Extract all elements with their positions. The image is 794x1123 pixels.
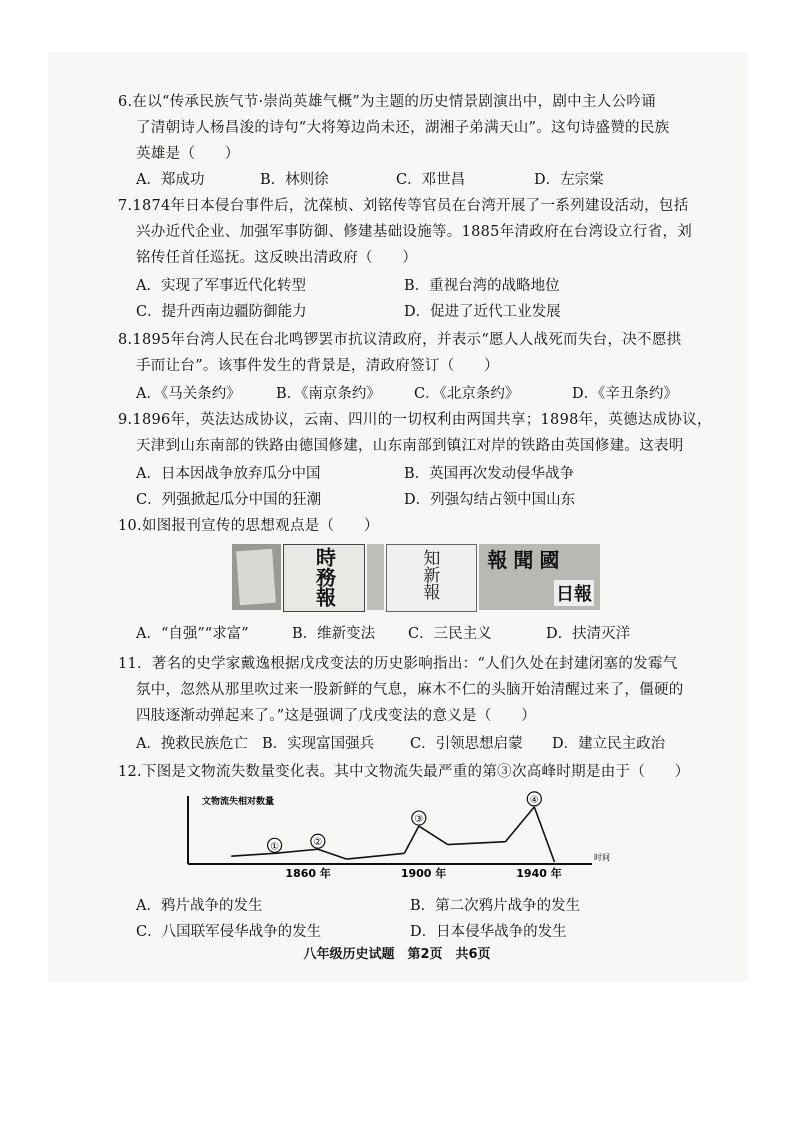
- photo-text-zhixinbao: 知新報: [419, 549, 440, 600]
- q10-option-c[interactable]: C．三民主义: [408, 626, 492, 642]
- q9-option-b[interactable]: B．英国再次发动侵华战争: [404, 466, 575, 482]
- q6-option-a[interactable]: A．郑成功: [136, 172, 205, 188]
- q10-line1: 10.如图报刊宣传的思想观点是（ ）: [118, 518, 379, 534]
- q10-option-a[interactable]: A．“自强”“求富”: [136, 626, 249, 642]
- q11-line3: 四肢逐渐动弹起来了。”这是强调了戊戌变法的意义是（ ）: [136, 708, 537, 724]
- q7-line1: 7.1874年日本侵台事件后，沈葆桢、刘铭传等官员在台湾开展了一系列建设活动，包括: [118, 198, 689, 214]
- newspaper-photo-guowenbao: [479, 544, 600, 610]
- q7-line3: 铭传任首任巡抚。这反映出清政府（ ）: [136, 250, 418, 266]
- series-segment: [318, 849, 347, 859]
- q12-option-a[interactable]: A．鸦片战争的发生: [136, 898, 263, 914]
- q6-line2: 了清朝诗人杨昌浚的诗句“大将筹边尚未还，湖湘子弟满天山”。这句诗盛赞的民族: [136, 120, 670, 136]
- q8-line1: 8.1895年台湾人民在台北鸣锣罢市抗议清政府，并表示“愿人人战死而失台，决不愿拱: [118, 332, 682, 348]
- peak-label: ①: [270, 841, 280, 853]
- peak-label: ④: [529, 794, 539, 806]
- series-segment: [231, 853, 274, 856]
- series-segment: [505, 807, 534, 842]
- q8-option-c[interactable]: C．《北京条约》: [414, 386, 520, 402]
- newspaper-photo-3: [367, 544, 385, 610]
- series-segment: [448, 842, 506, 845]
- q10-option-b[interactable]: B．维新变法: [292, 626, 376, 642]
- peak-label: ②: [313, 837, 323, 849]
- series-segment: [275, 849, 318, 853]
- q12-option-c[interactable]: C．八国联军侵华战争的发生: [136, 924, 322, 940]
- q8-line2: 手而让台”。该事件发生的背景是，清政府签订（ ）: [136, 358, 499, 374]
- newspaper-photo-shiwubao: [283, 544, 364, 612]
- photo-text-ribao: 日報: [554, 580, 594, 606]
- q11-option-d[interactable]: D．建立民主政治: [552, 736, 666, 752]
- newspaper-cover: [236, 549, 276, 605]
- q12-option-d[interactable]: D．日本侵华战争的发生: [410, 924, 567, 940]
- q7-option-c[interactable]: C．提升西南边疆防御能力: [136, 304, 307, 320]
- series-segment: [534, 807, 554, 862]
- series-segment: [347, 853, 405, 859]
- x-tick-label: 1900 年: [400, 867, 447, 880]
- q6-option-c[interactable]: C．邓世昌: [396, 172, 466, 188]
- q9-option-d[interactable]: D．列强勾结占领中国山东: [404, 492, 576, 508]
- q11-option-a[interactable]: A．挽救民族危亡: [136, 736, 248, 752]
- q11-line2: 氛中，忽然从那里吹过来一股新鲜的气息，麻木不仁的头脑开始清醒过来了，僵硬的: [136, 682, 684, 698]
- q6-option-b[interactable]: B．林则徐: [260, 172, 329, 188]
- newspaper-photos: [232, 544, 600, 610]
- peak-label: ③: [414, 814, 424, 826]
- q12-line1: 12.下图是文物流失数量变化表。其中文物流失最严重的第③次高峰时期是由于（ ）: [118, 764, 690, 780]
- q8-option-a[interactable]: A．《马关条约》: [136, 386, 241, 402]
- series-segment: [419, 826, 448, 845]
- q8-option-d[interactable]: D．《辛丑条约》: [572, 386, 678, 402]
- page-footer: 八年级历史试题 第2页 共6页: [303, 947, 491, 962]
- x-tick-label: 1860 年: [285, 867, 331, 880]
- q7-option-d[interactable]: D．促进了近代工业发展: [404, 304, 561, 320]
- artifact-loss-line-chart: [180, 790, 620, 880]
- q9-line2: 天津到山东南部的铁路由德国修建，山东南部到镇江对岸的铁路由英国修建。这表明: [136, 438, 684, 454]
- photo-text-guowenbao: 報聞國: [487, 548, 566, 572]
- x-tick-label: 1940 年: [516, 867, 562, 880]
- q6-line1: 6.在以“传承民族气节·崇尚英雄气概”为主题的历史情景剧演出中，剧中主人公吟诵: [118, 94, 656, 110]
- y-axis-label: 文物流失相对数量: [202, 797, 275, 807]
- q11-line1: 11．著名的史学家戴逸根据戊戌变法的历史影响指出：“人们久处在封建闭塞的发霉气: [118, 656, 678, 672]
- series-segment: [404, 826, 418, 853]
- q11-option-b[interactable]: B．实现富国强兵: [262, 736, 375, 752]
- q9-line1: 9.1896年，英法达成协议，云南、四川的一切权利由两国共享；1898年，英德达成协议，: [118, 412, 712, 428]
- q6-line3: 英雄是（ ）: [136, 146, 240, 162]
- q10-option-d[interactable]: D．扶清灭洋: [546, 626, 631, 642]
- q8-option-b[interactable]: B．《南京条约》: [276, 386, 381, 402]
- photo-text-shiwubao: 時務報: [312, 547, 337, 607]
- q12-option-b[interactable]: B．第二次鸦片战争的发生: [410, 898, 581, 914]
- q11-option-c[interactable]: C．引领思想启蒙: [410, 736, 523, 752]
- newspaper-photo-1: [232, 544, 281, 610]
- q9-option-a[interactable]: A．日本因战争放弃瓜分中国: [136, 466, 321, 482]
- x-axis-label: 时间: [594, 853, 610, 862]
- q7-option-a[interactable]: A．实现了军事近代化转型: [136, 278, 306, 294]
- q9-option-c[interactable]: C．列强掀起瓜分中国的狂潮: [136, 492, 322, 508]
- newspaper-photo-zhixinbao: [386, 544, 477, 612]
- q6-option-d[interactable]: D．左宗棠: [534, 172, 604, 188]
- q7-line2: 兴办近代企业、加强军事防御、修建基础设施等。1885年清政府在台湾设立行省，刘: [136, 224, 693, 240]
- q7-option-b[interactable]: B．重视台湾的战略地位: [404, 278, 560, 294]
